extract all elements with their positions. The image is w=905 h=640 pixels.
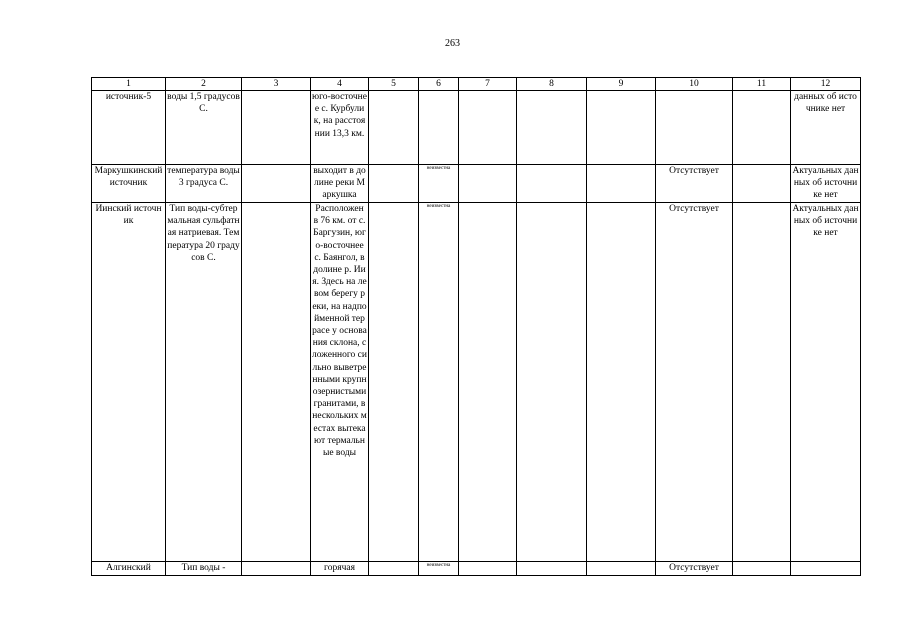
table-cell xyxy=(733,562,791,576)
table-cell xyxy=(369,562,419,576)
column-header: 10 xyxy=(656,78,733,91)
column-header: 4 xyxy=(311,78,369,91)
table-cell xyxy=(242,91,311,165)
table-cell: юго-восточнее с. Курбулик, на расстоянии 13,3 км. xyxy=(311,91,369,165)
table-cell xyxy=(242,203,311,562)
table-cell xyxy=(459,165,517,203)
column-header: 2 xyxy=(166,78,242,91)
header-row xyxy=(92,78,861,91)
table-cell: данных об источнике нет xyxy=(791,91,861,165)
table-cell xyxy=(517,165,587,203)
column-header: 12 xyxy=(791,78,861,91)
table-row xyxy=(92,91,861,165)
table-cell xyxy=(459,203,517,562)
table-cell: Тип воды - xyxy=(166,562,242,576)
table-cell xyxy=(656,91,733,165)
table-cell: неизвестна xyxy=(419,562,459,576)
table-cell: воды 1,5 градусов С. xyxy=(166,91,242,165)
column-header: 11 xyxy=(733,78,791,91)
table-cell xyxy=(733,165,791,203)
table-cell: выходит в долине реки Маркушка xyxy=(311,165,369,203)
page-number: 263 xyxy=(445,38,460,49)
column-header: 5 xyxy=(369,78,419,91)
column-header: 9 xyxy=(587,78,656,91)
table-cell: Актуальных данных об источнике нет xyxy=(791,165,861,203)
table-cell xyxy=(517,562,587,576)
table-cell xyxy=(587,203,656,562)
table-cell xyxy=(791,562,861,576)
table-cell: температура воды 3 градуса С. xyxy=(166,165,242,203)
table-cell xyxy=(459,562,517,576)
table-cell: неизвестна xyxy=(419,203,459,562)
table-cell: источник-5 xyxy=(92,91,166,165)
table-cell xyxy=(517,203,587,562)
table-cell: Отсутствует xyxy=(656,203,733,562)
column-header: 1 xyxy=(92,78,166,91)
table-cell: Актуальных данных об источнике нет xyxy=(791,203,861,562)
table-cell xyxy=(419,91,459,165)
table-cell xyxy=(369,91,419,165)
table-cell: Алгинский xyxy=(92,562,166,576)
table-cell: Отсутствует xyxy=(656,562,733,576)
springs-table xyxy=(91,77,861,576)
table-cell xyxy=(242,562,311,576)
column-header: 7 xyxy=(459,78,517,91)
table-cell: Тип воды-субтермальная сульфатная натриевая. Температура 20 градусов С. xyxy=(166,203,242,562)
column-header: 8 xyxy=(517,78,587,91)
table-cell: Иинский источник xyxy=(92,203,166,562)
table-row xyxy=(92,203,861,562)
table-cell: Расположен в 76 км. от с. Баргузин, юго-восточнее с. Баянгол, в долине р. Иия. Здесь на левом берегу реки, на надпойменной террасе у основания склона, сложенного сильно выветренными крупнозернистыми гранитами, в нескольких местах вытекают термальные воды xyxy=(311,203,369,562)
column-header: 6 xyxy=(419,78,459,91)
table-cell: горячая xyxy=(311,562,369,576)
table-cell xyxy=(587,165,656,203)
table-row xyxy=(92,165,861,203)
table-cell xyxy=(517,91,587,165)
table-cell xyxy=(587,91,656,165)
table-cell xyxy=(459,91,517,165)
table-row xyxy=(92,562,861,576)
table-cell xyxy=(369,165,419,203)
table-cell xyxy=(242,165,311,203)
table-cell xyxy=(369,203,419,562)
table-cell: неизвестна xyxy=(419,165,459,203)
table-cell: Маркушкинский источник xyxy=(92,165,166,203)
table-cell xyxy=(733,203,791,562)
column-header: 3 xyxy=(242,78,311,91)
table-cell: Отсутствует xyxy=(656,165,733,203)
table-cell xyxy=(587,562,656,576)
table-cell xyxy=(733,91,791,165)
table-body xyxy=(92,78,861,576)
